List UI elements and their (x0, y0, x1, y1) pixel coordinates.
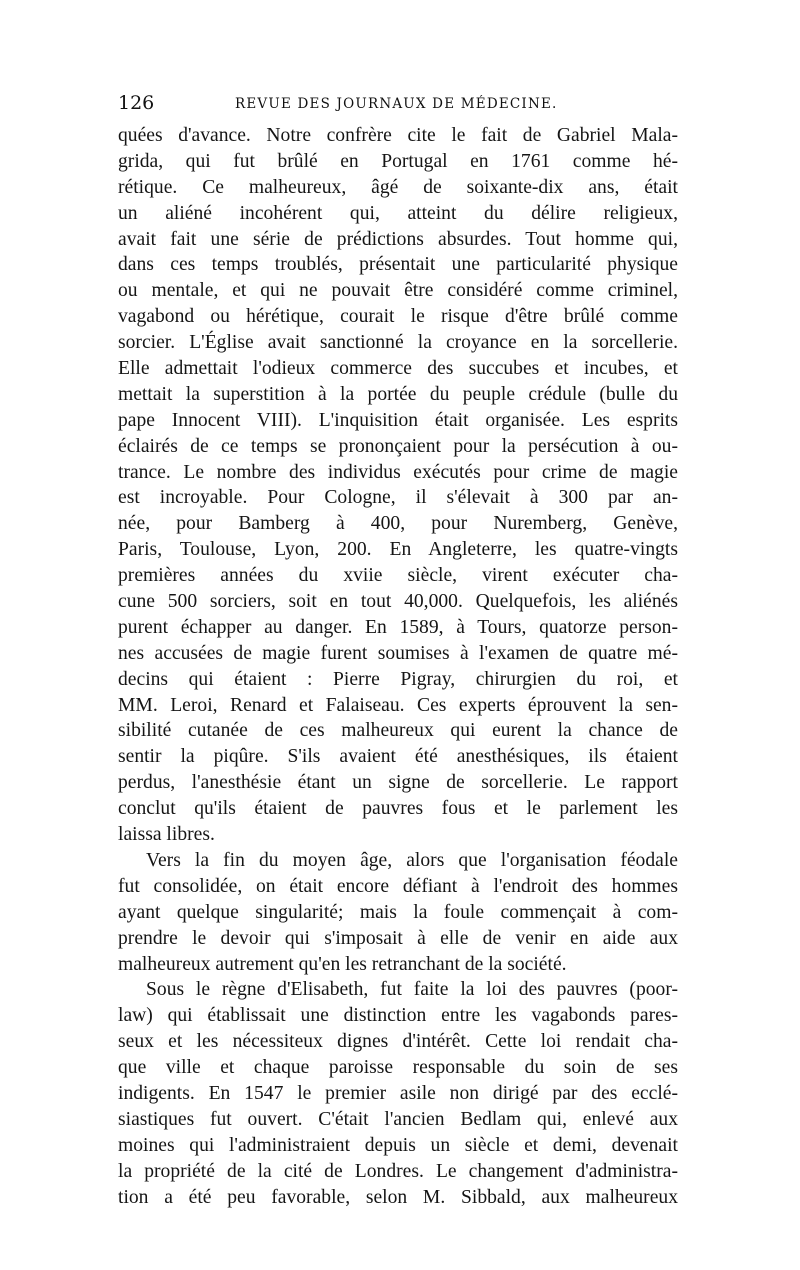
text-line: ayant quelque singularité; mais la foule commençait à com- (118, 901, 678, 923)
text-line: vagabond ou hérétique, courait le risque d'être brûlé comme (118, 306, 678, 328)
text-line: sorcier. L'Église avait sanctionné la croyance en la sorcellerie. (118, 332, 678, 354)
text-line: MM. Leroi, Renard et Falaiseau. Ces experts éprouvent la sen- (118, 694, 678, 716)
text-line: purent échapper au danger. En 1589, à Tours, quatorze person- (118, 616, 678, 638)
text-line: dans ces temps troublés, présentait une particularité physique (118, 254, 678, 276)
text-line: la propriété de la cité de Londres. Le changement d'administra- (118, 1160, 678, 1182)
text-line: que ville et chaque paroisse responsable du soin de ses (118, 1057, 678, 1079)
text-line: un aliéné incohérent qui, atteint du délire religieux, (118, 202, 678, 224)
text-line: law) qui établissait une distinction entre les vagabonds pares- (118, 1005, 678, 1027)
text-line: perdus, l'anesthésie étant un signe de sorcellerie. Le rapport (118, 772, 678, 794)
text-line: éclairés de ce temps se prononçaient pour la persécution à ou- (118, 435, 678, 457)
page-number: 126 (118, 92, 155, 114)
text-line: Elle admettait l'odieux commerce des succubes et incubes, et (118, 358, 678, 380)
text-line: fut consolidée, on était encore défiant à l'endroit des hommes (118, 875, 678, 897)
text-line: malheureux autrement qu'en les retranchant de la société. (118, 953, 567, 975)
text-line: née, pour Bamberg à 400, pour Nuremberg, Genève, (118, 513, 678, 535)
body-text (118, 123, 678, 1210)
text-line: prendre le devoir qui s'imposait à elle de venir en aide aux (118, 927, 678, 949)
text-line: grida, qui fut brûlé en Portugal en 1761 comme hé- (118, 150, 678, 172)
text-line: sentir la piqûre. S'ils avaient été anesthésiques, ils étaient (118, 746, 678, 768)
text-line: pape Innocent VIII). L'inquisition était organisée. Les esprits (118, 409, 678, 431)
text-line: moines qui l'administraient depuis un siècle et demi, devenait (118, 1134, 678, 1156)
running-title: REVUE DES JOURNAUX DE MÉDECINE. (235, 96, 558, 112)
text-line: seux et les nécessiteux dignes d'intérêt. Cette loi rendait cha- (118, 1031, 678, 1053)
text-line: conclut qu'ils étaient de pauvres fous et le parlement les (118, 798, 678, 820)
text-line: rétique. Ce malheureux, âgé de soixante-dix ans, était (118, 176, 678, 198)
text-line: decins qui étaient : Pierre Pigray, chirurgien du roi, et (118, 668, 678, 690)
text-line: laissa libres. (118, 824, 215, 846)
text-line: siastiques fut ouvert. C'était l'ancien Bedlam qui, enlevé aux (118, 1108, 678, 1130)
text-line: indigents. En 1547 le premier asile non dirigé par des ecclé- (118, 1082, 678, 1104)
paragraph-start-line: Vers la fin du moyen âge, alors que l'organisation féodale (146, 849, 678, 871)
text-line: Paris, Toulouse, Lyon, 200. En Angleterre, les quatre-vingts (118, 539, 678, 561)
text-line: sibilité cutanée de ces malheureux qui eurent la chance de (118, 720, 678, 742)
text-line: tion a été peu favorable, selon M. Sibbald, aux malheureux (118, 1186, 678, 1208)
text-line: ou mentale, et qui ne pouvait être considéré comme criminel, (118, 280, 678, 302)
text-line: cune 500 sorciers, soit en tout 40,000. Quelquefois, les aliénés (118, 591, 678, 613)
text-line: nes accusées de magie furent soumises à l'examen de quatre mé- (118, 642, 678, 664)
text-line: est incroyable. Pour Cologne, il s'élevait à 300 par an- (118, 487, 678, 509)
text-line: avait fait une série de prédictions absurdes. Tout homme qui, (118, 228, 678, 250)
paragraph-start-line: Sous le règne d'Elisabeth, fut faite la loi des pauvres (poor- (146, 979, 678, 1001)
text-line: premières années du xviie siècle, virent exécuter cha- (118, 565, 678, 587)
text-line: mettait la superstition à la portée du peuple crédule (bulle du (118, 383, 678, 405)
text-line: quées d'avance. Notre confrère cite le fait de Gabriel Mala- (118, 125, 678, 146)
text-line: trance. Le nombre des individus exécutés pour crime de magie (118, 461, 678, 483)
page-header (118, 92, 678, 120)
